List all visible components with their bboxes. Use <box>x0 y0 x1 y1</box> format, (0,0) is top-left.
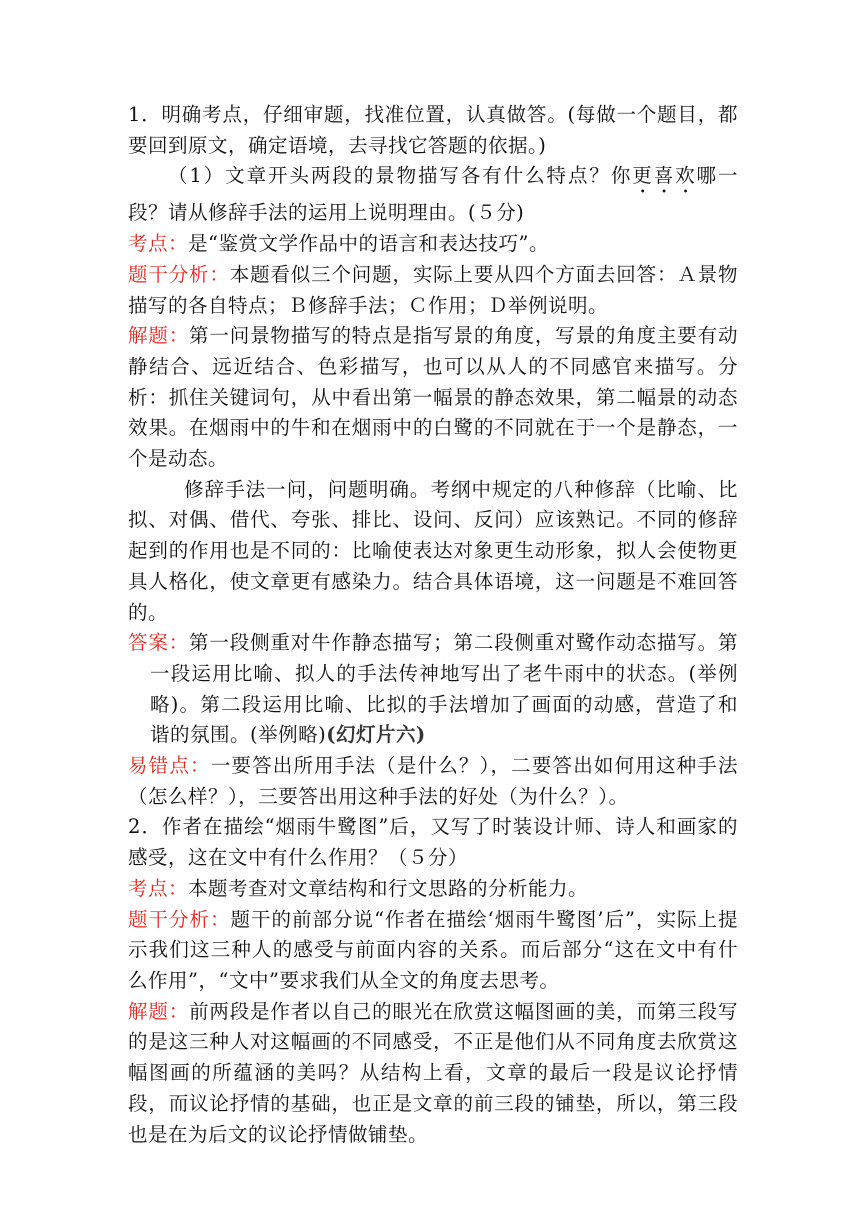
tigan-text: 题干的前部分说“作者在描绘‘烟雨牛鹭图’后”，实际上提示我们这三种人的感受与前面内容的关系。而后部分“这在文中有什么作用”，“文中”要求我们从全文的角度去思考。 <box>128 907 738 992</box>
jieti-text: 第一问景物描写的特点是指写景的角度，写景的角度主要有动静结合、远近结合、色彩描写，也可以从人的不同感官来描写。分析：抓住关键词句，从中看出第一幅景的静态效果，第二幅景的动态效果。在烟雨中的牛和在烟雨中的白鹭的不同就在于一个是静态，一个是动态。 <box>128 324 738 471</box>
slide-reference: (幻灯片六) <box>326 723 426 747</box>
q1-jieti <box>128 321 738 475</box>
q1-xiuci-paragraph: 修辞手法一问，问题明确。考纲中规定的八种修辞（比喻、比拟、对偶、借代、夸张、排比、设问、反问）应该熟记。不同的修辞起到的作用也是不同的：比喻使表达对象更生动形象，拟人会使物更具人格化，使文章更有感染力。结合具体语境，这一问题是不难回答的。 <box>128 477 738 624</box>
kaodian-text: 本题考查对文章结构和行文思路的分析能力。 <box>188 876 589 900</box>
q1-tigan <box>128 260 738 321</box>
q2-tigan <box>128 905 738 997</box>
q2-kaodian <box>128 874 738 905</box>
jieti-label: 解题： <box>128 324 190 348</box>
tigan-label: 题干分析： <box>128 262 230 286</box>
tigan-label: 题干分析： <box>128 907 231 931</box>
kaodian-label: 考点： <box>128 232 189 256</box>
q1-yicuo <box>128 751 738 812</box>
document-page <box>128 100 738 1150</box>
tigan-text: 本题看似三个问题，实际上要从四个方面去回答：Ａ景物描写的各自特点；Ｂ修辞手法；Ｃ作用；Ｄ举例说明。 <box>128 262 738 317</box>
yicuo-text: 一要答出所用手法（是什么？），二要答出如何用这种手法（怎么样？），三要答出用这种手法的好处（为什么？）。 <box>128 754 738 808</box>
daan-label: 答案： <box>128 631 190 655</box>
question-1-intro: 1．明确考点，仔细审题，找准位置，认真做答。(每做一个题目，都要回到原文，确定语境，去寻找它答题的依据。) <box>128 103 738 157</box>
daan-text: 第一段侧重对牛作静态描写；第二段侧重对鹭作动态描写。第一段运用比喻、拟人的手法传神地写出了老牛雨中的状态。(举例略)。第二段运用比喻、比拟的手法增加了画面的动感，营造了和谐的氛围。(举例略) <box>150 631 738 747</box>
jieti-text: 前两段是作者以自己的眼光在欣赏这幅图画的美，而第三段写的是这三种人对这幅画的不同感受，不正是他们从不同角度去欣赏这幅图画的所蕴涵的美吗？从结构上看，文章的最后一段是议论抒情段，而议论抒情的基础，也正是文章的前三段的铺垫，所以，第三段也是在为后文的议论抒情做铺垫。 <box>128 999 738 1146</box>
kaodian-label: 考点： <box>128 876 189 900</box>
question-2-intro: 2．作者在描绘“烟雨牛鹭图”后，又写了时装设计师、诗人和画家的感受，这在文中有什么作用？（５分） <box>128 815 738 870</box>
q2-jieti <box>128 997 738 1151</box>
q1-daan <box>128 628 738 751</box>
subquestion-emphasis: 更喜欢 <box>632 164 697 188</box>
kaodian-text: 是“鉴赏文学作品中的语言和表达技巧”。 <box>188 232 549 256</box>
subquestion-text-b: 哪一段？请从修辞手法的运用上说明理由。(５分) <box>128 164 738 225</box>
yicuo-label: 易错点： <box>128 754 211 778</box>
subquestion-text-a: （1）文章开头两段的景物描写各有什么特点？你 <box>168 164 633 188</box>
jieti-label: 解题： <box>128 999 190 1023</box>
question-1-subquestion <box>128 161 738 229</box>
q1-kaodian <box>128 229 738 260</box>
